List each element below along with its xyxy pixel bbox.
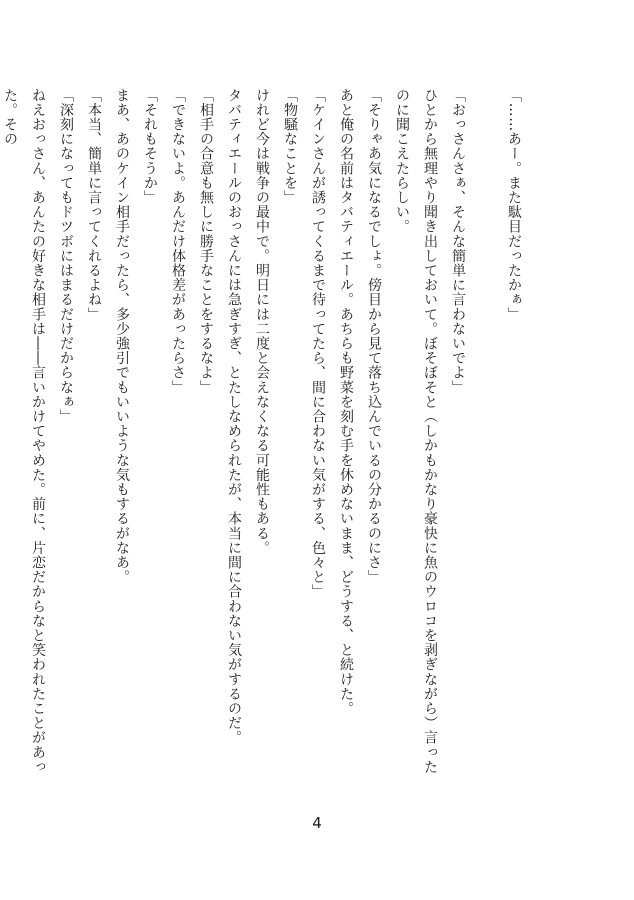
text-line: けれど今は戦争の最中で。明日には二度と会えなくなる可能性もある。 <box>254 88 270 556</box>
text-line: 「ケインさんが誘ってくるまで待ってたら、間に合わない気がする、色々と」 <box>310 88 326 599</box>
text-line: 「……あー。また駄目だったかぁ」 <box>506 88 522 322</box>
text-line: 「深刻になってもドツボにはまるだけだからなぁ」 <box>58 88 74 424</box>
text-line: ひとから無理やり聞き出しておいて。ぼそぼそと（しかもかなり豪快に魚のウロコを剥ぎながら）言ったのに聞こえたらしい。 <box>394 88 438 775</box>
text-line: 「それもそうか」 <box>142 88 158 205</box>
text-line: 「できないよ。あんだけ体格差があったらさ」 <box>170 88 186 395</box>
text-line: 「本当、簡単に言ってくれるよね」 <box>86 88 102 322</box>
text-line: ねえおっさん、あんたの好きな相手は――言いかけてやめた。前に、片恋だからなと笑われたことがあった。その <box>2 88 46 775</box>
page-number: 4 <box>312 814 322 832</box>
text-line: 「そりゃあ気になるでしょ。傍目から見て落ち込んでいるの分かるのにさ」 <box>366 88 382 585</box>
text-line: 「相手の合意も無しに勝手なことをするなよ」 <box>198 88 214 395</box>
text-line: あと俺の名前はタバティエール。あちらも野菜を刻む手を休めないまま、どうする、と続けた。 <box>338 88 354 716</box>
text-line: タバティエールのおっさんには急ぎすぎ、とたしなめられたが、本当に間に合わない気がするのだ。 <box>226 88 242 745</box>
text-line: 「物騒なことを」 <box>282 88 298 205</box>
text-line: 「おっさんさぁ、そんな簡単に言わないでよ」 <box>450 88 466 395</box>
text-line: まあ、あのケイン相手だったら、多少強引でもいいような気もするがなあ。 <box>114 88 130 585</box>
text-line-blank <box>472 88 500 788</box>
body-text <box>0 88 528 788</box>
